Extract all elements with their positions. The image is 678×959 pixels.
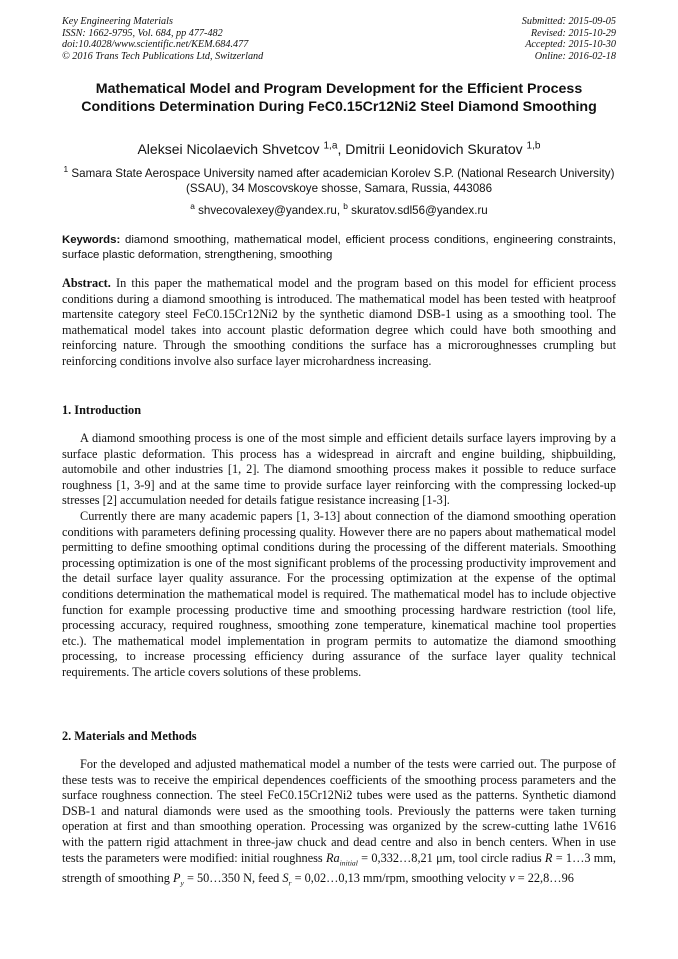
affiliation-text: Samara State Aerospace University named after academician Korolev S.P. (National Research University) (SSAU), 34 Moscovskoye shosse, Samara, Russia, 443086 [71,167,615,195]
section-introduction [62,431,616,681]
keywords [62,233,616,262]
email-mark: a [190,201,195,212]
publication-dates [522,16,616,62]
math-value: = 22,8…96 [514,870,574,885]
section-heading: 2. Materials and Methods [62,729,197,743]
affiliation-mark: 1 [63,164,69,175]
abstract-label: Abstract. [62,276,111,290]
author-affiliation-mark: 1,a [323,140,338,152]
math-symbol: $Ra_{initial}$ [326,850,358,868]
date-submitted: Submitted: 2015-09-05 [521,16,616,27]
journal-doi: doi:10.4028/www.scientific.net/KEM.684.477 [62,39,249,51]
paragraph-text: mm, strength of smoothing [62,850,616,885]
author-name: Dmitrii Leonidovich Skuratov [345,141,523,157]
email-link[interactable]: shvecovalexey@yandex.ru [198,204,337,217]
paragraph: A diamond smoothing process is one of the most simple and efficient details surface layers improving by a surface plastic deformation. This process has a widespread in aircraft and engine building, shipbuilding, automobile and other industries [1, 2]. The diamond smoothing process makes it possible to reduce surface roughness [1, 3-9] and at the same time to provide surface layer reinforcing with the compressing locked-up stresses [2] accumulation needed for details fatigue resistance increasing [1-3]. [62,431,616,508]
math-symbol: $S_r$ [282,870,292,888]
date-revised: Revised: 2015-10-29 [530,27,616,39]
paragraph-text: N, feed [240,870,283,885]
math-value: = 0,02…0,13 [291,870,360,885]
journal-copyright: © 2016 Trans Tech Publications Ltd, Switzerland [62,50,264,62]
journal-issn: ISSN: 1662-9795, Vol. 684, pp 477-482 [62,27,223,39]
math-symbol: $P_y$ [173,870,184,888]
journal-info [62,16,263,62]
author-affiliation-mark: 1,b [526,140,541,152]
section-heading: 1. Introduction [62,403,142,417]
keywords-label: Keywords: [62,234,121,246]
math-value: = 0,332…8,21 μm [357,850,453,865]
math-value: = 1…3 [552,850,591,865]
email-link[interactable]: skuratov.sdl56@yandex.ru [351,204,488,217]
date-online: Online: 2016-02-18 [534,50,616,62]
abstract-text: In this paper the mathematical model and the program based on this model for efficient process conditions during a diamond smoothing is introduced. The mathematical model has been tested with heatproof martensite category steel FeC0.15Cr12Ni2 by the synthetic diamond DSB-1 using as a smoothing tool. The mathematical model takes into account plastic deformation degree which could have both smoothing and reinforcing nature. Through the smoothing conditions the surface has a microroughnesses crumpling but reinforcing conditions involve also surface layer microhardness increasing. [62,276,616,368]
date-accepted: Accepted: 2015-10-30 [525,39,616,51]
section-materials-methods [62,757,616,891]
paragraph-text: , tool circle radius [452,850,545,865]
paragraph-text: For the developed and adjusted mathematical model a number of the tests were carried out. The purpose of these tests was to receive the empirical dependences coefficients of the smoothing process parameters and the surface roughness connection. The steel FeC0.15Cr12Ni2 tubes were used as the patterns. Synthetic diamond DSB-1 and natural diamonds were used as the smoothing tools. Previously the patterns were taken turning operation at first and than smoothing operation. Processing was organized by the screw-cutting lathe 1V616 with the pattern rigid attachment in three-jaw chuck and dead centre and also in bench centers. When in use tests the parameters were modified: initial roughness [62,757,616,865]
keywords-text: diamond smoothing, mathematical model, efficient process conditions, engineering constraints, surface plastic deformation, strengthening, smoothing [62,234,616,261]
paragraph [62,757,616,891]
email-mark: b [343,201,348,212]
author-name: Aleksei Nicolaevich Shvetcov [137,141,320,157]
paragraph-text: mm/rpm, smoothing velocity [359,870,510,885]
author-separator: , [337,141,346,157]
paper-title: Mathematical Model and Program Development for the Efficient Process Conditions Determination During FeC0.15Cr12Ni2 Steel Diamond Smoothing [81,81,597,115]
author-list [62,140,616,158]
math-symbol: v [509,870,515,885]
affiliation [62,166,616,196]
math-value: = 50…350 [183,870,241,885]
paragraph: Currently there are many academic papers [1, 3-13] about connection of the diamond smoothing operation conditions with parameters defining processing quality. However there are no papers about mathematical model permitting to define smoothing optimal conditions during the processing of the different materials. Smoothing processing optimization is one of the most significant problems of the processing productivity improvement and the detail surface layer quality assurance. For the processing optimization at the expense of the optimal conditions determination the mathematical model is required. The mathematical model has to include objective function for example processing productive time and smoothing processing hardware restriction (tool life, processing accuracy, required roughness, smoothing zone temperature, kinematical machine tool properties etc.). The mathematical model implementation in program permits to automatize the diamond smoothing processing, to increase processing efficiency during assurance of the surface layer quality technical requirements. The article covers solutions of these problems. [62,508,616,679]
abstract [62,276,616,370]
email-separator: , [336,204,344,217]
math-symbol: R [544,850,553,865]
journal-name: Key Engineering Materials [62,16,173,27]
author-emails [62,203,616,218]
